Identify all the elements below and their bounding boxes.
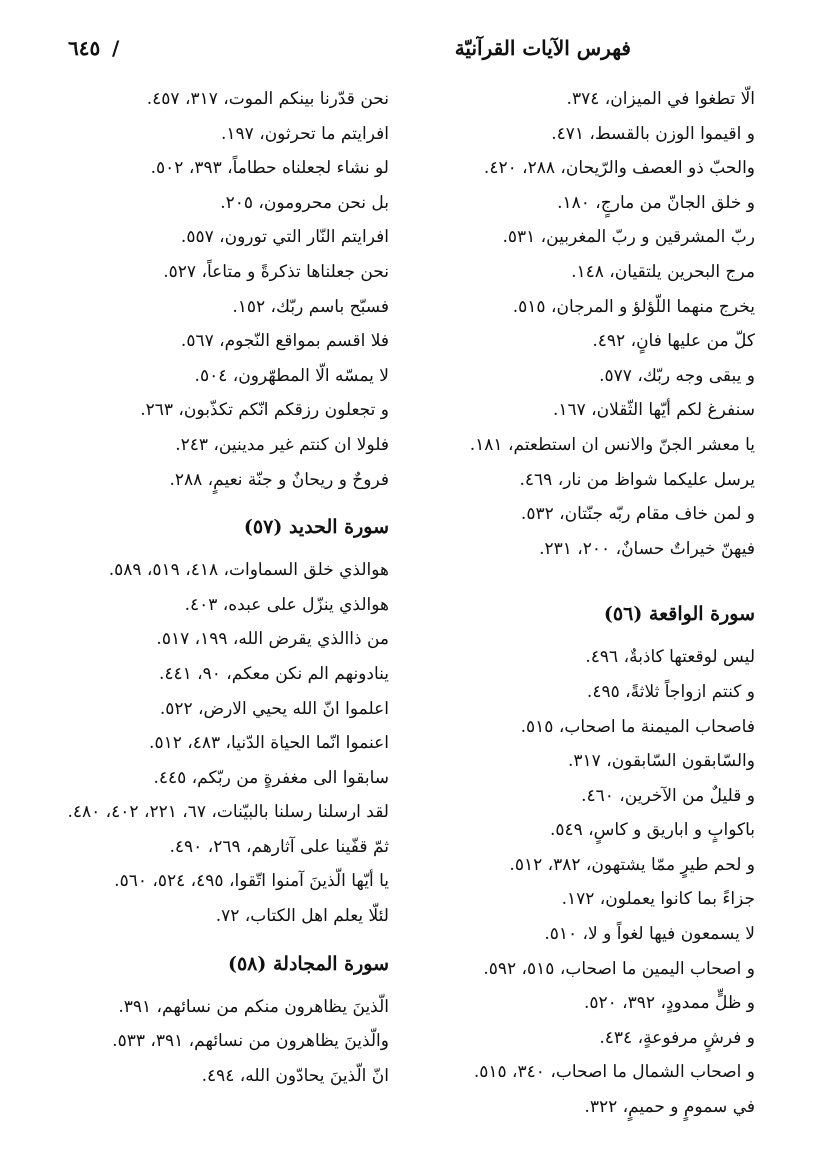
index-entry: فسبّح باسم ربّك، ١٥٢. <box>232 296 389 317</box>
index-entry: و لمن خاف مقام ربّه جنّتان، ٥٣٢. <box>520 504 755 525</box>
section-gap <box>405 566 755 584</box>
index-entry: و قليلٌ من الآخرين، ٤٦٠. <box>581 785 755 806</box>
index-entry: نحن قدّرنا بينكم الموت، ٣١٧، ٤٥٧. <box>146 89 389 109</box>
index-entry: الّا تطغوا في الميزان، ٣٧٤. <box>566 89 755 109</box>
page-title: فهرس الآيات القرآنيّة <box>454 36 631 60</box>
index-entry: يرسل عليكما شواظ من نار، ٤٦٩. <box>519 469 755 490</box>
page-number: ٦٤٥ <box>68 36 101 60</box>
index-entry: يا معشر الجنّ والانس ان استطعتم، ١٨١. <box>469 434 755 455</box>
index-entry: والّذينَ يظاهرون من نسائهم، ٣٩١، ٥٣٣. <box>112 1031 389 1052</box>
index-entry: فلولا ان كنتم غير مدينين، ٢٤٣. <box>175 434 389 455</box>
index-entry: فلا اقسم بمواقع النّجوم، ٥٦٧. <box>180 331 389 352</box>
index-entry: اعلموا انّ الله يحيي الارض، ٥٢٢. <box>159 698 389 719</box>
index-entry: هوالذي خلق السماوات، ٤١٨، ٥١٩، ٥٨٩. <box>108 560 389 581</box>
index-entry: ربّ المشرقين و ربّ المغربين، ٥٣١. <box>502 227 755 248</box>
index-entry: لو نشاء لجعلناه حطاماً، ٣٩٣، ٥٠٢. <box>150 158 389 179</box>
index-entry: سنفرغ لكم أيّها الثّقلان، ١٦٧. <box>552 400 755 421</box>
index-entry: والحبّ ذو العصف والرّيحان، ٢٨٨، ٤٢٠. <box>483 158 755 179</box>
index-entry: لئلّا يعلم اهل الكتاب، ٧٢. <box>215 906 389 927</box>
index-entry: افرايتم ما تحرثون، ١٩٧. <box>220 123 389 144</box>
index-entry: جزاءً بما كانوا يعملون، ١٧٢. <box>561 889 755 910</box>
index-entry: و لحم طيرٍ ممّا يشتهون، ٣٨٢، ٥١٢. <box>509 854 755 875</box>
surah-heading: سورة الواقعة (٥٦) <box>603 603 755 626</box>
index-entry: و خلق الجانّ من مارجٍ، ١٨٠. <box>557 192 755 213</box>
index-entry: يخرج منهما اللّؤلؤ و المرجان، ٥١٥. <box>512 296 755 317</box>
index-entry: والسّابقون السّابقون، ٣١٧. <box>567 751 755 772</box>
index-entry: هوالذي ينزّل على عبده، ٤٠٣. <box>184 594 389 615</box>
index-entry: كلّ من عليها فانٍ، ٤٩٢. <box>592 331 755 352</box>
index-entry: بل نحن محرومون، ٢٠٥. <box>220 192 389 213</box>
index-entry: ثمّ قفّينا على آثارهم، ٢٦٩، ٤٩٠. <box>169 836 389 857</box>
index-entry: و اصحاب الشمال ما اصحاب، ٣٤٠، ٥١٥. <box>473 1062 755 1083</box>
index-entry: باكوابٍ و اباريق و كاسٍ، ٥٤٩. <box>549 820 755 841</box>
index-entry: الّذينَ يظاهرون منكم من نسائهم، ٣٩١. <box>118 996 389 1017</box>
index-entry: ينادونهم الم نكن معكم، ٩٠، ٤٤١. <box>158 663 389 684</box>
index-entry: و اصحاب اليمين ما اصحاب، ٥١٥، ٥٩٢. <box>483 958 755 979</box>
index-entry: فروحٌ و ريحانٌ و جنّة نعيمٍ، ٢٨٨. <box>169 469 389 490</box>
index-entry: لا يسمعون فيها لغواً و لا، ٥١٠. <box>544 924 755 945</box>
right-column <box>405 82 755 1125</box>
surah-heading: سورة الحديد (٥٧) <box>243 516 389 539</box>
left-column <box>9 82 389 1093</box>
index-entry: اعنموا انّما الحياة الدّنيا، ٤٨٣، ٥١٢. <box>149 733 389 754</box>
index-entry: و تجعلون رزقكم انّكم تكذّبون، ٢٦٣. <box>140 400 389 421</box>
index-entry: و يبقى وجه ربّك، ٥٧٧. <box>599 365 755 386</box>
index-entry: و كنتم ازواجاً ثلاثةً، ٤٩٥. <box>586 681 755 702</box>
index-entry: يا أيّها الّذينَ آمنوا اتّقوا، ٤٩٥، ٥٢٤، ٥٦٠. <box>114 871 389 892</box>
index-entry: ليس لوقعتها كاذبةٌ، ٤٩٦. <box>585 647 755 668</box>
index-entry: لا يمسّه الّا المطهّرون، ٥٠٤. <box>194 365 389 386</box>
index-entry: و اقيموا الوزن بالقسط، ٤٧١. <box>551 123 755 144</box>
index-entry: و فرشٍ مرفوعةٍ، ٤٣٤. <box>599 1027 755 1048</box>
index-entry: نحن جعلناها تذكرةً و متاعاً، ٥٢٧. <box>163 261 389 282</box>
index-entry: مرج البحرين يلتقيان، ١٤٨. <box>571 261 755 282</box>
index-entry: سابقوا الى مغفرةٍ من ربّكم، ٤٤٥. <box>153 767 389 788</box>
index-entry: من ذاالذي يقرض الله، ١٩٩، ٥١٧. <box>156 629 389 650</box>
index-entry: فيهنّ خيراتٌ حسانٌ، ٢٠٠، ٢٣١. <box>539 538 755 559</box>
index-entry: افرايتم النّار التي تورون، ٥٥٧. <box>180 227 389 248</box>
header-separator: / <box>112 36 120 60</box>
surah-heading: سورة المجادلة (٥٨) <box>227 952 389 975</box>
index-entry: في سمومٍ و حميمٍ، ٣٢٢. <box>584 1097 755 1118</box>
index-entry: انّ الّذينَ يحادّون الله، ٤٩٤. <box>201 1065 389 1086</box>
index-entry: لقد ارسلنا رسلنا بالبيّنات، ٦٧، ٢٢١، ٤٠٢، ٤٨٠. <box>67 802 389 823</box>
index-entry: فاصحاب الميمنة ما اصحاب، ٥١٥. <box>520 716 755 737</box>
page-header <box>0 36 631 70</box>
index-entry: و ظلٍّ ممدودٍ، ٣٩٢، ٥٢٠. <box>583 993 755 1014</box>
